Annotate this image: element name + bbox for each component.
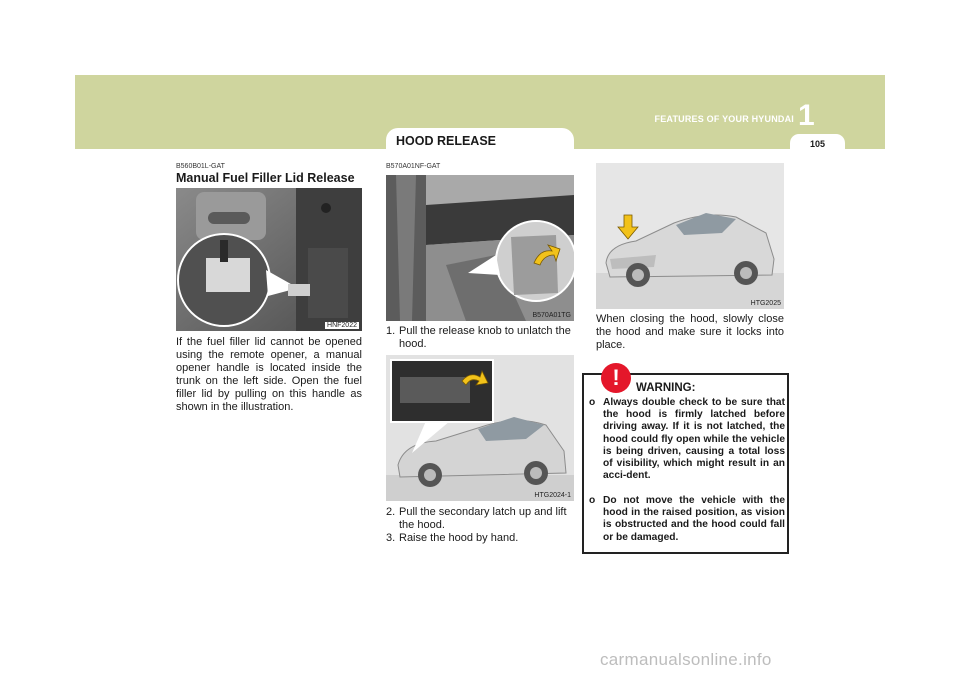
warning-icon: !: [601, 363, 631, 393]
fuel-lid-heading: Manual Fuel Filler Lid Release: [176, 171, 355, 185]
step-2-text: Pull the secondary latch up and lift the hood.: [399, 506, 567, 531]
middle-section-code: B570A01NF-GAT: [386, 163, 441, 170]
fuel-lid-illustration: [176, 188, 362, 331]
warning-item-1: [589, 397, 785, 482]
release-knob-figure-id: B570A01TG: [532, 312, 571, 319]
chapter-title: FEATURES OF YOUR HYUNDAI: [654, 114, 794, 124]
hood-closed-figure-id: HTG2025: [750, 300, 781, 307]
step-1-number: 1.: [386, 325, 396, 337]
step-2: [386, 506, 574, 532]
secondary-latch-illustration: [386, 355, 574, 501]
step-1-text: Pull the release knob to unlatch the hood.: [399, 325, 571, 350]
secondary-latch-figure-id: HTG2024-1: [534, 492, 571, 499]
warning-bullet: o: [589, 397, 596, 408]
warning-item-2: [589, 495, 785, 544]
warning-bullet: o: [589, 495, 596, 506]
warning-item-1-text: Always double check to be sure that the hood is firmly latched before driving away. If it is not latched, the hood could fly open while the vehicle is being driven, causing a total loss of visibility, which might result in an acci-dent.: [603, 397, 785, 482]
fuel-lid-figure-id: HNF2022: [327, 322, 357, 329]
fuel-lid-photo: [176, 188, 362, 331]
hood-closed-photo: [596, 163, 784, 309]
chapter-number: 1: [798, 99, 815, 132]
watermark: carmanualsonline.info: [600, 650, 772, 669]
step-2-number: 2.: [386, 506, 396, 518]
hood-closed-illustration: [596, 163, 784, 309]
step-3-number: 3.: [386, 532, 396, 544]
closing-hood-text: When closing the hood, slowly close the hood and make sure it locks into place.: [596, 313, 784, 351]
release-knob-photo: [386, 175, 574, 321]
section-title: HOOD RELEASE: [386, 128, 574, 152]
left-section-code: B560B01L-GAT: [176, 163, 225, 170]
warning-item-2-text: Do not move the vehicle with the hood in the raised position, as vision is obstructed and the hood could fall or be damaged.: [603, 495, 785, 543]
step-1: [386, 325, 574, 351]
step-3: [386, 532, 574, 545]
page-number: 105: [790, 134, 845, 152]
step-3-text: Raise the hood by hand.: [399, 532, 519, 544]
fuel-lid-text: If the fuel filler lid cannot be opened using the remote opener, a manual opener handle is located inside the trunk on the left side. Open the fuel filler lid by pulling on this handle as shown in the illustration.: [176, 336, 362, 413]
release-knob-illustration: [386, 175, 574, 321]
warning-title: WARNING:: [636, 382, 696, 394]
secondary-latch-photo: [386, 355, 574, 501]
